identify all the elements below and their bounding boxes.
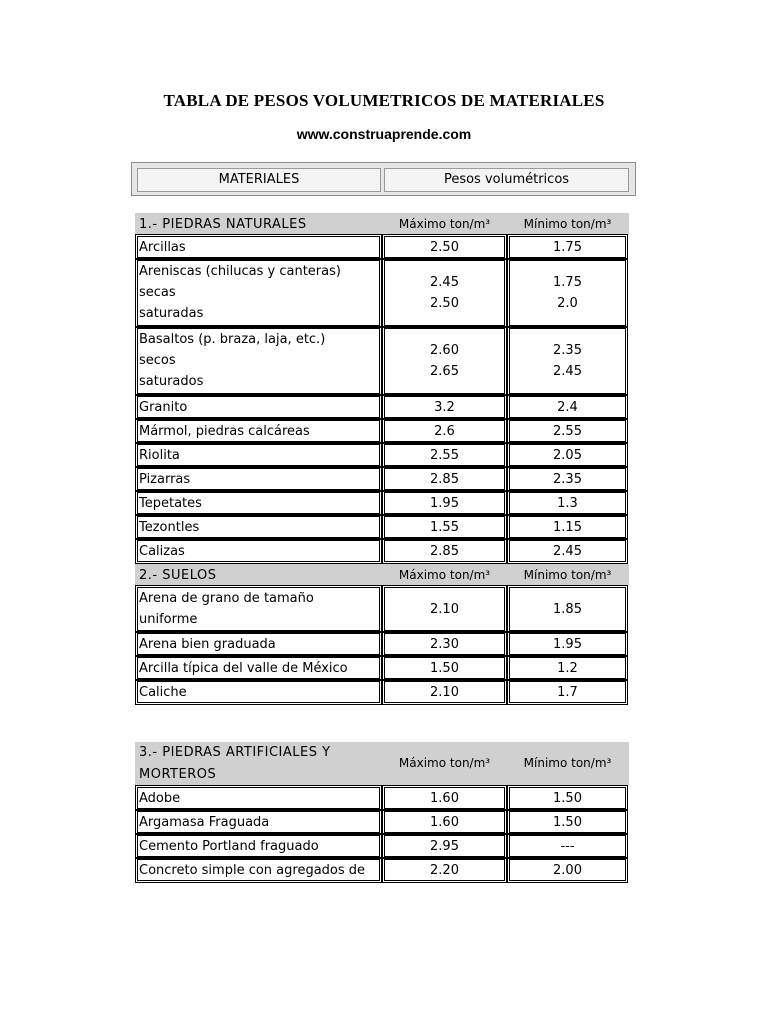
weight-value: 2.00	[553, 862, 582, 878]
weight-value: 1.15	[553, 519, 582, 535]
weight-value: 2.35	[553, 471, 582, 487]
weight-value: 2.85	[430, 471, 459, 487]
column-header-table	[131, 162, 636, 196]
weight-value: 3.2	[434, 399, 455, 415]
max-value-cell	[384, 444, 505, 466]
weight-value: 1.60	[430, 814, 459, 830]
weight-value: 1.75	[553, 239, 582, 255]
section-piedras-naturales	[135, 213, 629, 563]
min-value-cell	[509, 420, 626, 442]
material-name: Argamasa Fraguada	[139, 815, 270, 830]
max-value-cell	[384, 633, 505, 655]
section-piedras-artificiales	[135, 742, 629, 886]
weight-value: ---	[560, 838, 575, 854]
material-name: secas	[139, 285, 176, 300]
section-title: 2.- SUELOS	[139, 568, 217, 583]
material-name-cell	[137, 633, 380, 655]
material-name-cell	[137, 681, 380, 703]
weight-value: 2.10	[430, 601, 459, 617]
min-value-cell	[509, 396, 626, 418]
max-value-cell	[384, 420, 505, 442]
weight-value: 2.50	[430, 296, 459, 311]
max-value-cell	[384, 516, 505, 538]
weight-value: 1.3	[557, 495, 578, 511]
min-value-cell	[509, 444, 626, 466]
min-value-cell	[509, 811, 626, 833]
min-value-cell	[509, 835, 626, 857]
material-name-cell	[137, 328, 380, 394]
table-row	[135, 419, 629, 443]
max-column-label: Máximo ton/m³	[398, 217, 491, 231]
pesos-header: Pesos volumétricos	[384, 168, 629, 192]
material-name: Adobe	[139, 791, 181, 806]
material-name-cell	[137, 587, 380, 631]
material-name-cell	[137, 859, 380, 881]
material-name-cell	[137, 492, 380, 514]
material-name-cell	[137, 236, 380, 258]
table-row	[135, 586, 629, 632]
material-name: Tepetates	[139, 496, 202, 511]
weight-value: 1.75	[553, 275, 582, 290]
material-name: uniforme	[139, 612, 198, 627]
weight-value: 2.4	[557, 399, 578, 415]
max-value-cell	[384, 859, 505, 881]
table-row	[135, 235, 629, 259]
weight-value: 2.55	[553, 423, 582, 439]
max-value-cell	[384, 260, 505, 326]
section-header	[135, 742, 629, 786]
material-name-cell	[137, 835, 380, 857]
table-row	[135, 327, 629, 395]
material-name: saturados	[139, 374, 204, 389]
section-header	[135, 213, 629, 235]
material-name-cell	[137, 420, 380, 442]
min-value-cell	[509, 516, 626, 538]
weight-value: 1.7	[557, 684, 578, 700]
material-name: Riolita	[139, 448, 180, 463]
max-column-label: Máximo ton/m³	[398, 756, 491, 770]
material-name: Concreto simple con agregados de	[139, 863, 366, 878]
max-value-cell	[384, 787, 505, 809]
weight-value: 2.65	[430, 364, 459, 379]
material-name-cell	[137, 468, 380, 490]
table-row	[135, 443, 629, 467]
material-name-cell	[137, 657, 380, 679]
table-row	[135, 786, 629, 810]
weight-value: 1.2	[557, 660, 578, 676]
weight-value: 2.45	[553, 543, 582, 559]
table-row	[135, 259, 629, 327]
table-row	[135, 834, 629, 858]
material-name: Basaltos (p. braza, laja, etc.)	[139, 332, 326, 347]
material-name: Cemento Portland fraguado	[139, 839, 319, 854]
material-name-cell	[137, 540, 380, 562]
material-name-cell	[137, 516, 380, 538]
material-name-cell	[137, 396, 380, 418]
section-title: 1.- PIEDRAS NATURALES	[139, 217, 307, 232]
min-value-cell	[509, 468, 626, 490]
material-name-cell	[137, 787, 380, 809]
material-name: Arena bien graduada	[139, 637, 276, 652]
material-name: Caliche	[139, 685, 187, 700]
max-value-cell	[384, 328, 505, 394]
material-name: Arena de grano de tamaño	[139, 591, 314, 606]
max-value-cell	[384, 236, 505, 258]
max-value-cell	[384, 396, 505, 418]
weight-value: 1.55	[430, 519, 459, 535]
table-row	[135, 810, 629, 834]
weight-value: 1.85	[553, 601, 582, 617]
table-row	[135, 858, 629, 882]
material-name-cell	[137, 811, 380, 833]
min-value-cell	[509, 681, 626, 703]
max-value-cell	[384, 835, 505, 857]
weight-value: 1.50	[430, 660, 459, 676]
table-row	[135, 467, 629, 491]
page-title: TABLA DE PESOS VOLUMETRICOS DE MATERIALES	[163, 91, 605, 110]
material-name-cell	[137, 444, 380, 466]
table-row	[135, 680, 629, 704]
weight-value: 2.85	[430, 543, 459, 559]
material-name: Areniscas (chilucas y canteras)	[139, 264, 341, 279]
materiales-header: MATERIALES	[137, 168, 381, 192]
min-value-cell	[509, 859, 626, 881]
section-suelos	[135, 564, 629, 704]
weight-value: 2.45	[553, 364, 582, 379]
material-name: secos	[139, 353, 176, 368]
weight-value: 2.50	[430, 239, 459, 255]
weight-value: 2.45	[430, 275, 459, 290]
weight-value: 1.50	[553, 790, 582, 806]
section-header	[135, 564, 629, 586]
max-value-cell	[384, 681, 505, 703]
material-name: saturadas	[139, 306, 204, 321]
table-row	[135, 656, 629, 680]
section-title: 3.- PIEDRAS ARTIFICIALES Y MORTEROS	[139, 745, 331, 782]
weight-value: 2.6	[434, 423, 455, 439]
min-value-cell	[509, 633, 626, 655]
weight-value: 2.0	[557, 296, 578, 311]
material-name-cell	[137, 260, 380, 326]
weight-value: 2.30	[430, 636, 459, 652]
weight-value: 2.10	[430, 684, 459, 700]
min-value-cell	[509, 587, 626, 631]
material-name: Granito	[139, 400, 188, 415]
min-value-cell	[509, 492, 626, 514]
weight-value: 2.35	[553, 343, 582, 358]
max-value-cell	[384, 657, 505, 679]
min-column-label: Mínimo ton/m³	[523, 756, 612, 770]
table-row	[135, 491, 629, 515]
weight-value: 1.60	[430, 790, 459, 806]
min-value-cell	[509, 328, 626, 394]
table-row	[135, 632, 629, 656]
weight-value: 1.50	[553, 814, 582, 830]
min-value-cell	[509, 787, 626, 809]
website-url: www.construaprende.com	[296, 126, 472, 142]
max-value-cell	[384, 540, 505, 562]
material-name: Mármol, piedras calcáreas	[139, 424, 310, 439]
min-column-label: Mínimo ton/m³	[523, 217, 612, 231]
material-name: Pizarras	[139, 472, 191, 487]
weight-value: 2.60	[430, 343, 459, 358]
weight-value: 1.95	[430, 495, 459, 511]
material-name: Arcillas	[139, 240, 186, 255]
max-column-label: Máximo ton/m³	[398, 568, 491, 582]
material-name: Tezontles	[139, 520, 200, 535]
min-value-cell	[509, 260, 626, 326]
weight-value: 2.20	[430, 862, 459, 878]
max-value-cell	[384, 811, 505, 833]
min-value-cell	[509, 540, 626, 562]
max-value-cell	[384, 587, 505, 631]
table-row	[135, 539, 629, 563]
max-value-cell	[384, 468, 505, 490]
table-row	[135, 395, 629, 419]
material-name: Arcilla típica del valle de México	[139, 661, 348, 676]
min-column-label: Mínimo ton/m³	[523, 568, 612, 582]
max-value-cell	[384, 492, 505, 514]
table-row	[135, 515, 629, 539]
min-value-cell	[509, 236, 626, 258]
weight-value: 1.95	[553, 636, 582, 652]
material-name: Calizas	[139, 544, 185, 559]
weight-value: 2.05	[553, 447, 582, 463]
weight-value: 2.55	[430, 447, 459, 463]
min-value-cell	[509, 657, 626, 679]
weight-value: 2.95	[430, 838, 459, 854]
